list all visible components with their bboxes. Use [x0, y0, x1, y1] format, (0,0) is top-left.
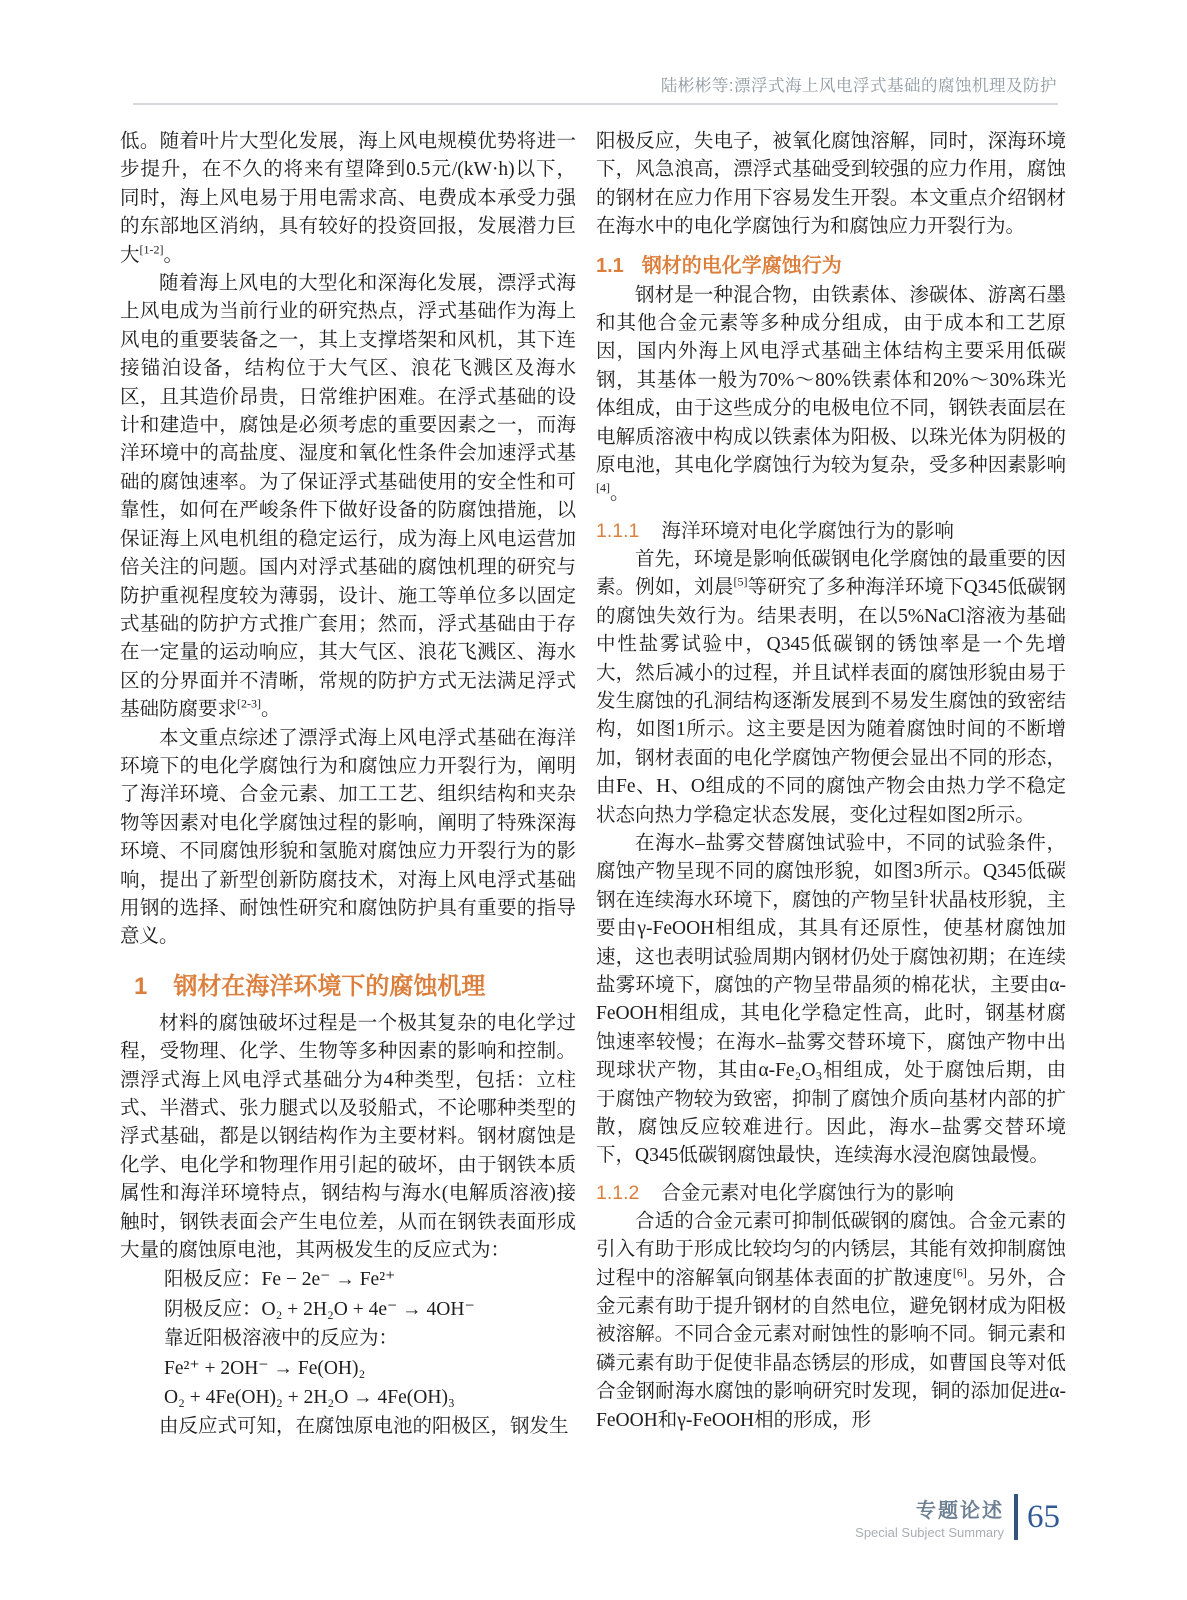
section-heading-1-1-2 — [596, 1177, 1066, 1205]
footer-section-name-en: Special Subject Summary — [855, 1525, 1004, 1540]
equation-label: 靠近阳极溶液中的反应为： — [164, 1328, 399, 1350]
equation-oxidation: O₂ + 4Fe(OH)₂ + 2H₂O → 4Fe(OH)₃ — [164, 1387, 455, 1409]
paragraph-text: 首先，环境是影响低碳钢电化学腐蚀的最重要的因素。例如，刘晨 — [596, 548, 1066, 599]
citation-ref: [4] — [596, 480, 610, 495]
paragraph-text: 随着海上风电的大型化和深海化发展，漂浮式海上风电成为当前行业的研究热点，浮式基础作为海上风电的重要装备之一，其上支撑塔架和风机，其下连接锚泊设备，结构位于大气区、浪花飞溅区及海水区，且其造价昂贵，日常维护困难。在浮式基础的设计和建造中，腐蚀是必须考虑的重要因素之一，而海洋环境中的高盐度、湿度和氧化性条件会加速浮式基础的腐蚀速率。为了保证浮式基础使用的安全性和可靠性，如何在严峻条件下做好设备的防腐蚀措施，以保证海上风电机组的稳定运行，成为海上风电运营加倍关注的问题。国内对浮式基础的腐蚀机理的研究与防护重视程度较为薄弱，设计、施工等单位多以固定式基础的防护方式推广套用；然而，浮式基础由于存在一定量的运动响应，其大气区、浪花飞溅区、海水区的分界面并不清晰，常规的防护方式无法满足浮式基础防腐要求 — [120, 273, 576, 721]
section-title: 合金元素对电化学腐蚀行为的影响 — [661, 1181, 954, 1204]
citation-ref: [1-2] — [139, 242, 164, 257]
paragraph-text: 等研究了多种海洋环境下Q345低碳钢的腐蚀失效行为。结果表明，在以5%NaCl溶液为基础中性盐雾试验中，Q345低碳钢的锈蚀率是一个先增大，然后减小的过程，并且试样表面的腐蚀形貌由易于发生腐蚀的孔洞结构逐渐发展到不易发生腐蚀的致密结构，如图1所示。这主要是因为随着腐蚀时间的不断增加，钢材表面的电化学腐蚀产物便会显出不同的形态，由Fe、H、O组成的不同的腐蚀产物会由热力学不稳定状态向热力学稳定状态发展，变化过程如图2所示。 — [596, 577, 1066, 826]
paragraph: 在海水–盐雾交替腐蚀试验中，不同的试验条件，腐蚀产物呈现不同的腐蚀形貌，如图3所示。Q345低碳钢在连续海水环境下，腐蚀的产物呈针状晶枝形貌，主要由γ-FeOOH相组成，其具有还原性，使基材腐蚀加速，这也表明试验周期内钢材仍处于腐蚀初期；在连续盐雾环境下，腐蚀的产物呈带晶须的棉花状，主要由α-FeOOH相组成，其电化学稳定性高，此时，钢基材腐蚀速率较慢；在海水–盐雾交替环境下，腐蚀产物中出现球状产物，其由α-Fe₂O₃相组成，处于腐蚀后期，由于腐蚀产物较为致密，抑制了腐蚀介质向基材内部的扩散，腐蚀反应较难进行。因此，海水–盐雾交替环境下，Q345低碳钢腐蚀最快，连续海水浸泡腐蚀最慢。 — [596, 832, 1066, 1167]
section-title: 海洋环境对电化学腐蚀行为的影响 — [661, 519, 954, 542]
section-title: 钢材在海洋环境下的腐蚀机理 — [173, 972, 486, 1000]
footer-section-name-cn: 专题论述 — [916, 1500, 1004, 1522]
equation-hydroxide: Fe²⁺ + 2OH⁻ → Fe(OH)₂ — [164, 1357, 366, 1379]
paragraph-text: 。 — [261, 699, 281, 721]
citation-ref: [5] — [733, 574, 748, 589]
left-column — [120, 128, 576, 1441]
paragraph-text: 。 — [610, 483, 630, 505]
section-heading-1 — [120, 966, 576, 1001]
section-number: 1.1.2 — [596, 1181, 640, 1204]
footer-section-labels — [855, 1494, 1004, 1540]
paragraph — [120, 128, 576, 270]
paragraph — [596, 546, 1066, 830]
section-heading-1-1-1 — [596, 515, 1066, 543]
paragraph — [120, 270, 576, 725]
paragraph — [596, 282, 1066, 509]
equation-cathode-reaction: 阴极反应：O₂ + 2H₂O + 4e⁻ → 4OH⁻ — [164, 1298, 475, 1320]
paragraph: 由反应式可知，在腐蚀原电池的阳极区，钢发生 — [159, 1415, 569, 1437]
citation-ref: [2-3] — [237, 696, 262, 711]
paragraph: 阳极反应，失电子，被氧化腐蚀溶解，同时，深海环境下，风急浪高，漂浮式基础受到较强的应力作用，腐蚀的钢材在应力作用下容易发生开裂。本文重点介绍钢材在海水中的电化学腐蚀行为和腐蚀应力开裂行为。 — [596, 131, 1066, 238]
section-title: 钢材的电化学腐蚀行为 — [641, 254, 842, 277]
citation-ref: [6] — [952, 1265, 967, 1280]
paragraph: 材料的腐蚀破坏过程是一个极其复杂的电化学过程，受物理、化学、生物等多种因素的影响和控制。漂浮式海上风电浮式基础分为4种类型，包括：立柱式、半潜式、张力腿式以及驳船式，不论哪种类型的浮式基础，都是以钢结构作为主要材料。钢材腐蚀是化学、电化学和物理作用引起的破坏，由于钢铁本质属性和海洋环境特点，钢结构与海水(电解质溶液)接触时，钢铁表面会产生电位差，从而在钢铁表面形成大量的腐蚀原电池，其两极发生的反应式为： — [120, 1012, 576, 1262]
page-number: 65 — [1027, 1499, 1060, 1535]
section-number: 1.1 — [596, 254, 624, 277]
right-column — [596, 128, 1066, 1435]
paragraph — [596, 1208, 1066, 1435]
paragraph-text: 。 — [163, 244, 184, 266]
equation-anode-reaction: 阳极反应：Fe − 2e⁻ → Fe²⁺ — [164, 1269, 396, 1291]
running-header-title: 陆彬彬等:漂浮式海上风电浮式基础的腐蚀机理及防护 — [660, 77, 1057, 95]
paragraph-text: 。另外，合金元素有助于提升钢材的自然电位，避免钢材成为阳极被溶解。不同合金元素对耐蚀性的影响不同。铜元素和磷元素有助于促使非晶态锈层的形成，如曹国良等对低合金钢耐海水腐蚀的影响研究时发现，铜的添加促进α-FeOOH和γ-FeOOH相的形成，形 — [596, 1267, 1066, 1431]
page-footer — [855, 1494, 1060, 1540]
paragraph-text: 低。随着叶片大型化发展，海上风电规模优势将进一步提升，在不久的将来有望降到0.5元/(kW·h)以下，同时，海上风电易于用电需求高、电费成本承受力强的东部地区消纳，具有较好的投资回报，发展潜力巨大 — [120, 131, 576, 266]
section-number: 1.1.1 — [596, 519, 640, 542]
paragraph: 本文重点综述了漂浮式海上风电浮式基础在海洋环境下的电化学腐蚀行为和腐蚀应力开裂行为，阐明了海洋环境、合金元素、加工工艺、组织结构和夹杂物等因素对电化学腐蚀过程的影响，阐明了特殊深海环境、不同腐蚀形貌和氢脆对腐蚀应力开裂行为的影响，提出了新型创新防腐技术，对海上风电浮式基础用钢的选择、耐蚀性研究和腐蚀防护具有重要的指导意义。 — [120, 727, 576, 948]
section-heading-1-1 — [596, 249, 1066, 278]
paragraph-text: 合适的合金元素可抑制低碳钢的腐蚀。合金元素的引入有助于形成比较均匀的内锈层，其能有效抑制腐蚀过程中的溶解氧向钢基体表面的扩散速度 — [596, 1210, 1066, 1289]
section-number: 1 — [134, 972, 148, 1000]
header-rule — [133, 103, 1058, 105]
paragraph-text: 钢材是一种混合物，由铁素体、渗碳体、游离石墨和其他合金元素等多种成分组成，由于成本和工艺原因，国内外海上风电浮式基础主体结构主要采用低碳钢，其基体一般为70%～80%铁素体和20%～30%珠光体组成，由于这些成分的电极电位不同，钢铁表面层在电解质溶液中构成以铁素体为阳极、以珠光体为阴极的原电池，其电化学腐蚀行为较为复杂，受多种因素影响 — [596, 284, 1066, 477]
footer-divider-bar — [1014, 1494, 1018, 1540]
